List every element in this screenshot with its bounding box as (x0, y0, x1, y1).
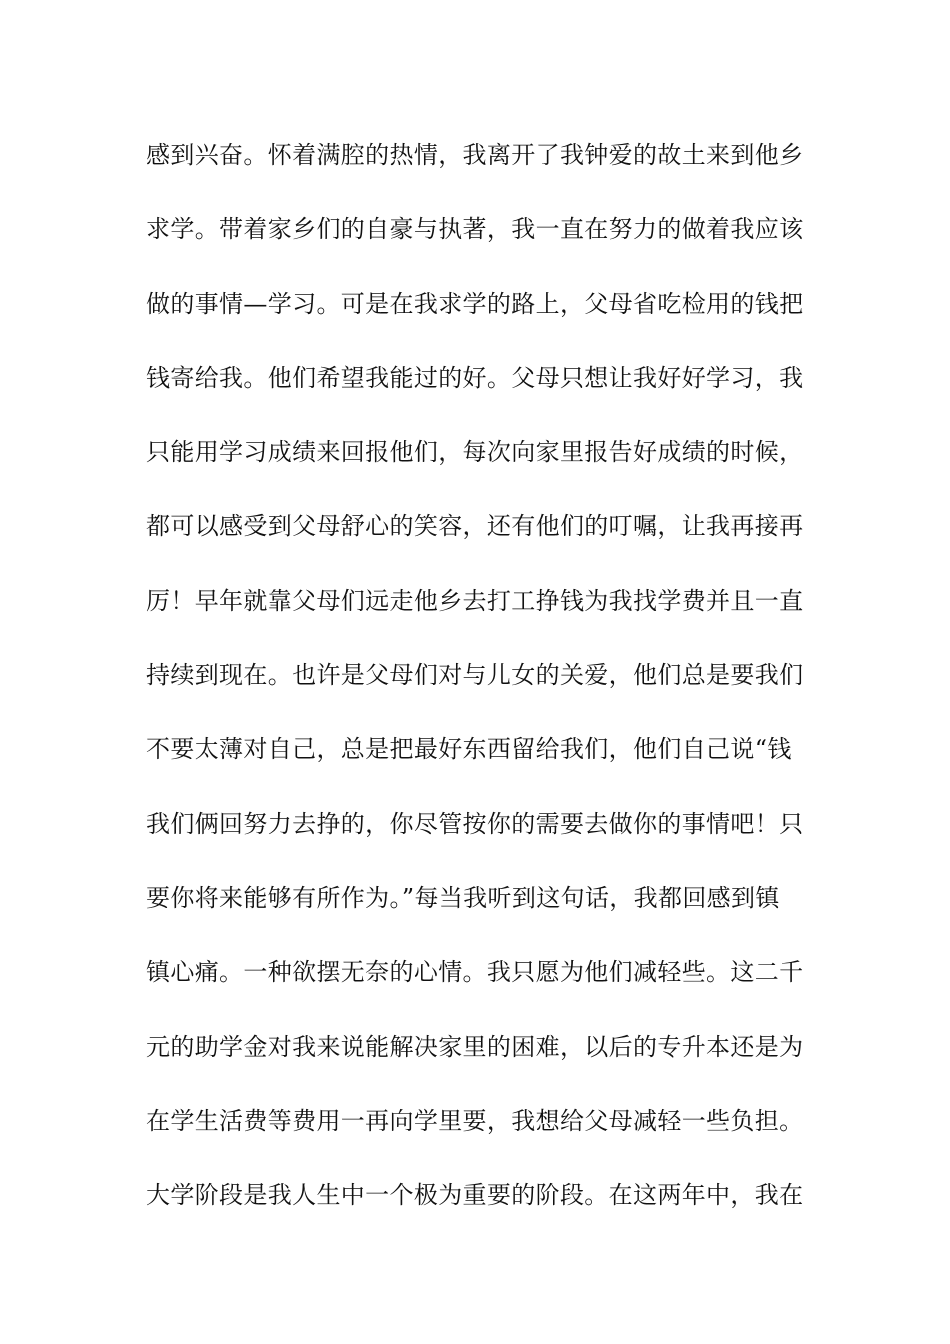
text-line: 大学阶段是我人生中一个极为重要的阶段。在这两年中，我在 (146, 1181, 804, 1210)
body-text (146, 132, 816, 1246)
text-line: 都可以感受到父母舒心的笑容，还有他们的叮嘱，让我再接再 (146, 512, 804, 541)
text-line: 镇心痛。一种欲摆无奈的心情。我只愿为他们减轻些。这二千 (146, 958, 804, 987)
text-line: 在学生活费等费用一再向学里要，我想给父母减轻一些负担。 (146, 1106, 804, 1135)
text-line: 元的助学金对我来说能解决家里的困难，以后的专升本还是为 (146, 1032, 804, 1061)
text-line: 做的事情—学习。可是在我求学的路上，父母省吃检用的钱把 (146, 289, 804, 318)
text-line: 感到兴奋。怀着满腔的热情，我离开了我钟爱的故土来到他乡 (146, 141, 804, 169)
text-line: 持续到现在。也许是父母们对与儿女的关爱，他们总是要我们 (146, 661, 804, 690)
text-line: 只能用学习成绩来回报他们，每次向家里报告好成绩的时候， (146, 438, 804, 467)
text-line: 我们俩回努力去挣的，你尽管按你的需要去做你的事情吧！只 (146, 809, 804, 838)
text-line: 求学。带着家乡们的自豪与执著，我一直在努力的做着我应该 (146, 215, 804, 244)
text-line: 厉！早年就靠父母们远走他乡去打工挣钱为我找学费并且一直 (146, 586, 804, 615)
text-line: 钱寄给我。他们希望我能过的好。父母只想让我好好学习，我 (146, 363, 804, 392)
text-line: 要你将来能够有所作为。”每当我听到这句话，我都回感到镇 (146, 883, 780, 912)
text-line: 不要太薄对自己，总是把最好东西留给我们，他们自己说“钱 (146, 735, 792, 764)
